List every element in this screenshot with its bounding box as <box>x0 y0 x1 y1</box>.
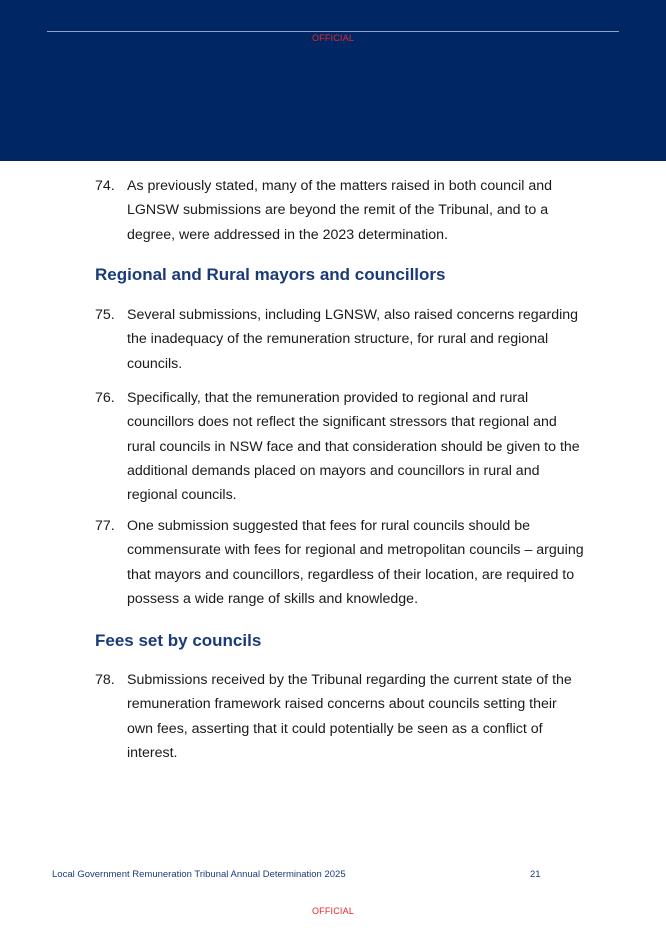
paragraph-text: Several submissions, including LGNSW, also raised concerns regarding the inadequacy of the remuneration structure, for rural and regional councils. <box>127 307 579 372</box>
paragraph-76 <box>95 386 585 507</box>
paragraph-text: Specifically, that the remuneration provided to regional and rural councillors does not reflect the significant stressors that regional and rural councils in NSW face and that consideration should be given to the additional demands placed on mayors and councillors in rural and regional councils. <box>127 390 580 504</box>
paragraph-number: 75. <box>95 307 115 323</box>
paragraph-number: 77. <box>95 518 115 534</box>
footer-document-title: Local Government Remuneration Tribunal Annual Determination 2025 <box>52 869 346 880</box>
paragraph-74 <box>95 174 585 247</box>
paragraph-text: Submissions received by the Tribunal regarding the current state of the remuneration framework raised concerns about councils setting their own fees, asserting that it could potentially be seen as a conflict of interest. <box>127 672 572 761</box>
footer-page-number: 21 <box>530 869 541 880</box>
section-heading-fees: Fees set by councils <box>95 631 262 650</box>
paragraph-77 <box>95 514 585 611</box>
paragraph-text: As previously stated, many of the matters raised in both council and LGNSW submissions are beyond the remit of the Tribunal, and to a degree, were addressed in the 2023 determination. <box>127 178 553 243</box>
paragraph-78 <box>95 668 585 765</box>
header-rule <box>47 31 619 32</box>
classification-marking-top: OFFICIAL <box>311 33 355 43</box>
paragraph-number: 76. <box>95 390 115 406</box>
classification-marking-bottom: OFFICIAL <box>311 906 355 916</box>
paragraph-text: One submission suggested that fees for rural councils should be commensurate with fees for regional and metropolitan councils – arguing that mayors and councillors, regardless of their location, are required to possess a wide range of skills and knowledge. <box>127 518 584 607</box>
header-banner <box>0 0 666 161</box>
paragraph-number: 74. <box>95 178 115 194</box>
paragraph-number: 78. <box>95 672 115 688</box>
section-heading-regional-rural: Regional and Rural mayors and councillors <box>95 265 446 284</box>
paragraph-75 <box>95 303 585 376</box>
